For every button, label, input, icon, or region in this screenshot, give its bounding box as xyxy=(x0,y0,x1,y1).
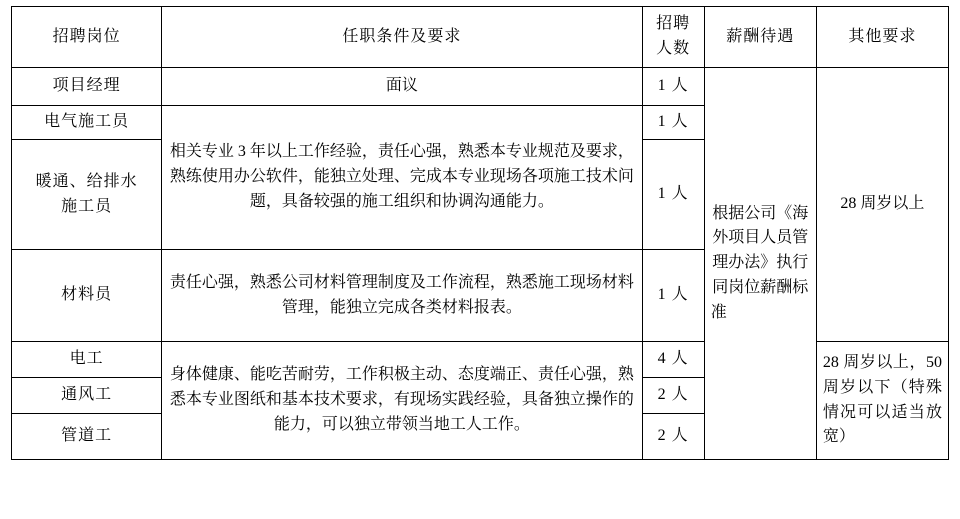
cell-requirement: 相关专业 3 年以上工作经验，责任心强，熟悉本专业规范及要求，熟练使用办公软件，能独立处理、完成本专业现场各项施工技术问题，具备较强的施工组织和协调沟通能力。 xyxy=(162,106,643,250)
header-count xyxy=(642,7,704,68)
cell-post-line2: 施工员 xyxy=(61,197,113,215)
cell-post: 通风工 xyxy=(12,378,162,414)
cell-post: 材料员 xyxy=(12,250,162,342)
cell-count: 1 人 xyxy=(642,250,704,342)
header-other: 其他要求 xyxy=(816,7,948,68)
cell-post: 电工 xyxy=(12,342,162,378)
cell-post xyxy=(12,140,162,250)
cell-other-bottom: 28 周岁以上，50 周岁以下（特殊情况可以适当放宽） xyxy=(816,342,948,460)
cell-count: 2 人 xyxy=(642,378,704,414)
cell-post: 电气施工员 xyxy=(12,106,162,140)
recruitment-table xyxy=(11,6,949,460)
header-post: 招聘岗位 xyxy=(12,7,162,68)
cell-post-line1: 暖通、给排水 xyxy=(35,172,138,190)
header-row xyxy=(12,7,949,68)
table-row xyxy=(12,68,949,106)
cell-count: 2 人 xyxy=(642,414,704,460)
cell-count: 4 人 xyxy=(642,342,704,378)
cell-count: 1 人 xyxy=(642,140,704,250)
table-header xyxy=(12,7,949,68)
header-count-line1: 招聘 xyxy=(656,15,691,33)
cell-count: 1 人 xyxy=(642,106,704,140)
cell-salary: 根据公司《海外项目人员管理办法》执行同岗位薪酬标准 xyxy=(704,68,816,460)
cell-post: 项目经理 xyxy=(12,68,162,106)
table-body xyxy=(12,68,949,460)
header-salary: 薪酬待遇 xyxy=(704,7,816,68)
document-page xyxy=(0,6,960,519)
cell-post: 管道工 xyxy=(12,414,162,460)
header-requirement: 任职条件及要求 xyxy=(162,7,643,68)
cell-count: 1 人 xyxy=(642,68,704,106)
header-count-line2: 人数 xyxy=(656,40,691,57)
cell-requirement: 面议 xyxy=(162,68,643,106)
cell-requirement: 身体健康、能吃苦耐劳，工作积极主动、态度端正、责任心强，熟悉本专业图纸和基本技术要求，有现场实践经验，具备独立操作的能力，可以独立带领当地工人工作。 xyxy=(162,342,643,460)
cell-other-top: 28 周岁以上 xyxy=(816,68,948,342)
cell-requirement: 责任心强，熟悉公司材料管理制度及工作流程，熟悉施工现场材料管理，能独立完成各类材料报表。 xyxy=(162,250,643,342)
